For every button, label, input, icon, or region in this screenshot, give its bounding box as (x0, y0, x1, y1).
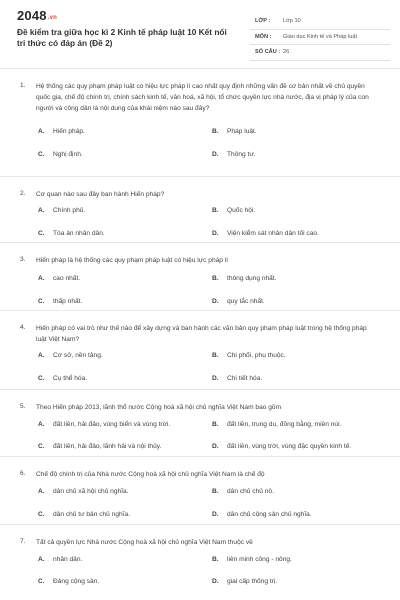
answer-option[interactable] (212, 352, 286, 359)
question-text: Hiến pháp là hệ thống các quy phạm pháp luật có hiệu lực pháp lí (36, 257, 229, 264)
question-item (0, 311, 400, 390)
option-text: Viện kiểm sát nhân dân tối cao. (227, 230, 319, 237)
answer-option[interactable] (38, 128, 85, 135)
answer-option[interactable] (38, 230, 105, 237)
answer-option[interactable] (212, 298, 265, 305)
option-text: Cơ sở, nền tảng. (53, 352, 103, 359)
option-text: Chi phối, phụ thuộc. (227, 352, 286, 359)
meta-label: LỚP : (255, 18, 271, 24)
question-number: 5. (20, 403, 26, 410)
option-text: Thông tư. (227, 151, 256, 158)
option-text: Cụ thể hóa. (53, 375, 88, 382)
question-item (0, 177, 400, 243)
question-text: Cơ quan nào sau đây ban hành Hiến pháp? (36, 191, 165, 198)
option-text: đất liền, hải đảo, lãnh hải và nội thủy. (53, 443, 162, 450)
option-text: liên minh công - nông. (227, 556, 292, 563)
option-key: C. (38, 151, 45, 158)
option-key: D. (212, 511, 219, 518)
exam-meta-table (250, 14, 390, 61)
question-text: Hiến pháp có vai trò như thế nào để xây dựng và ban hành các văn bản quy phạm pháp luật trong hệ thống pháp luật Việt Nam? (36, 325, 367, 343)
option-key: C. (38, 375, 45, 382)
option-key: A. (38, 421, 45, 428)
meta-value: Giáo dục Kinh tế và Pháp luật (283, 33, 358, 40)
option-text: đất liền, trung du, đồng bằng, miền núi. (227, 421, 342, 428)
question-number: 1. (20, 82, 26, 89)
option-text: Hiến pháp. (53, 128, 85, 135)
answer-option[interactable] (212, 275, 277, 282)
answer-option[interactable] (212, 511, 312, 518)
option-key: D. (212, 230, 219, 237)
option-key: A. (38, 488, 45, 495)
answer-option[interactable] (38, 375, 87, 382)
option-text: Đảng cộng sản. (53, 578, 100, 585)
answer-option[interactable] (38, 488, 129, 495)
answer-option[interactable] (38, 207, 85, 214)
option-key: B. (212, 207, 219, 214)
option-key: A. (38, 275, 45, 282)
option-text: đất liền, hải đảo, vùng biển và vùng trời. (53, 421, 171, 428)
option-text: Chi tiết hóa. (227, 375, 263, 382)
option-key: D. (212, 151, 219, 158)
option-text: Tòa án nhân dân. (53, 230, 105, 237)
answer-option[interactable] (212, 230, 319, 237)
option-text: thông dụng nhất. (227, 275, 277, 282)
question-item (0, 457, 400, 525)
question-text: Hệ thống các quy phạm pháp luật có hiệu lực pháp lí cao nhất quy định những vấn đề cơ bản nhất về chủ quyền quốc gia, chế độ chính trị, chính sách kinh tế, văn hoá, xã hội, tổ chức quyền lực nhà nước, địa vị pháp lý của con người và công dân là nội dung của khái niệm nào sau đây? (36, 83, 369, 112)
answer-option[interactable] (38, 556, 82, 563)
question-number: 3. (20, 256, 26, 263)
answer-option[interactable] (38, 298, 82, 305)
option-text: dân chủ chủ nô. (227, 488, 274, 495)
option-key: B. (212, 128, 219, 135)
question-list (0, 69, 400, 600)
answer-option[interactable] (38, 511, 130, 518)
question-number: 4. (20, 324, 26, 331)
meta-row-class (250, 14, 390, 30)
answer-option[interactable] (212, 578, 277, 585)
meta-label: SỐ CÂU : (255, 49, 281, 55)
option-key: D. (212, 375, 219, 382)
question-item (0, 243, 400, 311)
question-item (0, 390, 400, 457)
meta-value: Lớp 10 (283, 18, 301, 24)
question-number: 7. (20, 538, 26, 545)
meta-value: 26 (283, 49, 290, 55)
answer-option[interactable] (212, 375, 262, 382)
meta-row-subject (250, 30, 390, 46)
option-key: D. (212, 578, 219, 585)
option-key: B. (212, 352, 219, 359)
question-text: Tất cả quyền lực Nhà nước Cộng hoà xã hội chủ nghĩa Việt Nam thuộc về (36, 539, 253, 546)
option-key: A. (38, 128, 45, 135)
option-text: Nghị định. (53, 151, 83, 158)
option-text: dân chủ cộng sản chủ nghĩa. (227, 511, 312, 518)
option-text: đất liền, vùng trời, vùng đặc quyền kinh tế. (227, 443, 352, 450)
option-key: A. (38, 352, 45, 359)
answer-option[interactable] (212, 128, 257, 135)
page-header (0, 0, 400, 68)
question-item (0, 69, 400, 177)
logo-text: 2048 (17, 8, 47, 23)
answer-option[interactable] (212, 421, 341, 428)
option-text: Pháp luật. (227, 128, 257, 135)
exam-title: Đề kiểm tra giữa học kì 2 Kinh tế pháp luật 10 Kết nối tri thức có đáp án (Đề 2) (17, 27, 227, 48)
answer-option[interactable] (38, 352, 103, 359)
option-text: Quốc hội. (227, 207, 256, 214)
option-key: C. (38, 298, 45, 305)
option-text: Chính phủ. (53, 207, 86, 214)
option-key: D. (212, 298, 219, 305)
answer-option[interactable] (212, 443, 351, 450)
option-key: D. (212, 443, 219, 450)
option-text: dân chủ xã hội chủ nghĩa. (53, 488, 129, 495)
meta-row-count (250, 45, 390, 61)
option-key: C. (38, 578, 45, 585)
question-number: 6. (20, 470, 26, 477)
question-item (0, 525, 400, 600)
answer-option[interactable] (212, 207, 255, 214)
answer-option[interactable] (38, 421, 170, 428)
option-key: A. (38, 207, 45, 214)
option-text: quy tắc nhất. (227, 298, 265, 305)
option-text: cao nhất. (53, 275, 81, 282)
option-key: C. (38, 230, 45, 237)
option-key: B. (212, 421, 219, 428)
answer-option[interactable] (38, 443, 161, 450)
option-key: C. (38, 443, 45, 450)
option-text: dân chủ tư bản chủ nghĩa. (53, 511, 131, 518)
answer-option[interactable] (38, 275, 80, 282)
option-text: giai cấp thống trị. (227, 578, 278, 585)
answer-option[interactable] (212, 151, 256, 158)
option-key: B. (212, 275, 219, 282)
option-key: A. (38, 556, 45, 563)
option-key: C. (38, 511, 45, 518)
question-number: 2. (20, 190, 26, 197)
meta-label: MÔN : (255, 33, 272, 40)
question-text: Theo Hiến pháp 2013, lãnh thổ nước Cộng hoà xã hội chủ nghĩa Việt Nam bao gồm (36, 404, 282, 411)
answer-option[interactable] (38, 151, 83, 158)
logo-suffix: .vn (47, 15, 58, 21)
option-key: B. (212, 556, 219, 563)
option-text: nhân dân. (53, 556, 83, 563)
answer-option[interactable] (38, 578, 99, 585)
option-text: thấp nhất. (53, 298, 83, 305)
option-key: B. (212, 488, 219, 495)
answer-option[interactable] (212, 556, 292, 563)
answer-option[interactable] (212, 488, 274, 495)
question-text: Chế độ chính trị của Nhà nước Cộng hoà xã hội chủ nghĩa Việt Nam là chế độ (36, 471, 265, 478)
site-logo[interactable] (17, 8, 57, 23)
